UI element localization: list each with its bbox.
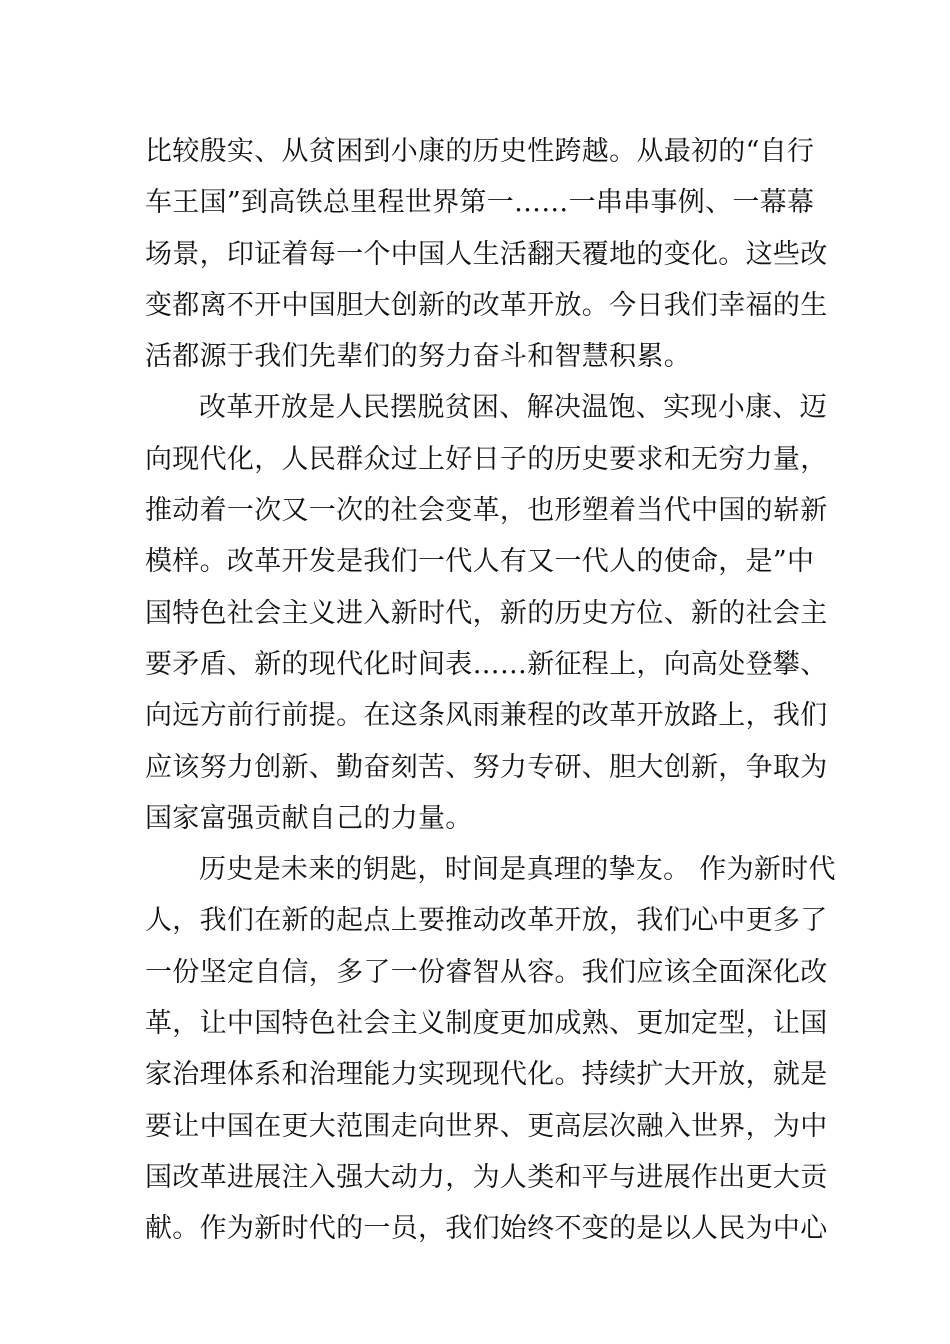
text-line: 比较殷实、从贫困到小康的历史性跨越。从最初的“自行 [145, 136, 815, 167]
text-line: 国家富强贡献自己的力量。 [145, 802, 473, 834]
text-line: 活都源于我们先辈们的努力奋斗和智慧积累。 [145, 341, 691, 373]
text-line: 向远方前行前提。在这条风雨兼程的改革开放路上，我们 [145, 700, 828, 732]
text-line: 要矛盾、新的现代化时间表……新征程上，向高处登攀、 [145, 648, 828, 680]
text-line: 应该努力创新、勤奋刻苦、努力专研、胆大创新，争取为 [145, 751, 828, 783]
paragraph-1 [145, 126, 828, 382]
text-line: 改革开放是人民摆脱贫困、解决温饱、实现小康、迈 [199, 392, 827, 424]
text-line: 家治理体系和治理能力实现现代化。持续扩大开放，就是 [145, 1059, 828, 1091]
paragraph-3 [145, 844, 836, 1254]
text-line: 推动着一次又一次的社会变革，也形塑着当代中国的崭新 [145, 495, 828, 527]
text-line: 一份坚定自信，多了一份睿智从容。我们应该全面深化改 [145, 956, 828, 988]
text-line: 人，我们在新的起点上要推动改革开放，我们心中更多了 [145, 905, 828, 937]
text-line: 车王国”到高铁总里程世界第一……一串串事例、一幕幕 [145, 187, 815, 219]
text-line: 要让中国在更大范围走向世界、更高层次融入世界，为中 [145, 1110, 828, 1142]
text-line: 场景，印证着每一个中国人生活翻天覆地的变化。这些改 [145, 238, 828, 270]
text-line: 国改革进展注入强大动力，为人类和平与进展作出更大贡 [145, 1161, 828, 1193]
paragraph-2 [145, 382, 828, 844]
document-body [145, 126, 836, 1255]
text-line: 向现代化，人民群众过上好日子的历史要求和无穷力量， [145, 443, 828, 475]
text-line: 国特色社会主义进入新时代，新的历史方位、新的社会主 [145, 597, 828, 629]
text-line: 历史是未来的钥匙，时间是真理的挚友。 作为新时代 [199, 854, 836, 886]
text-line: 模样。改革开发是我们一代人有又一代人的使命，是”中 [145, 546, 815, 578]
text-line: 献。作为新时代的一员，我们始终不变的是以人民为中心 [145, 1213, 828, 1245]
text-line: 变都离不开中国胆大创新的改革开放。今日我们幸福的生 [145, 289, 828, 321]
text-line: 革，让中国特色社会主义制度更加成熟、更加定型，让国 [145, 1008, 828, 1040]
